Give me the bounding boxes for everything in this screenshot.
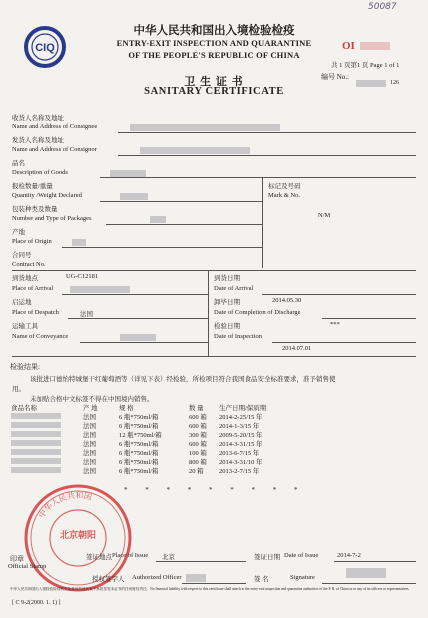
- cell-qty: 600 箱: [189, 422, 207, 430]
- officer-label-en: Authorized Officer: [132, 574, 182, 581]
- issue-date-value: 2014-7-2: [337, 552, 361, 559]
- goods-line: [100, 177, 416, 178]
- table-row: [8, 449, 302, 458]
- header-title-cn: 中华人民共和国出入境检验检疫: [133, 25, 295, 37]
- cell-spec: 12 瓶*750ml/箱: [119, 431, 162, 439]
- table-row: [8, 467, 302, 476]
- stamp-label-en: Official Stamp: [8, 563, 47, 570]
- cell-qty: 300 箱: [189, 431, 207, 439]
- conveyance-label-en: Name of Conveyance: [12, 333, 69, 340]
- cell-qty: 100 箱: [189, 449, 207, 457]
- results-label: 检验结果:: [10, 363, 40, 371]
- redacted-conveyance: [120, 334, 156, 341]
- divider-vertical-bottom: [208, 270, 209, 356]
- discharge-label-en: Date of Completion of Discharge: [214, 309, 301, 316]
- arrival-place-label-en: Place of Arrival: [12, 285, 54, 292]
- cell-qty: 600 箱: [189, 440, 207, 448]
- issue-date-label-en: Date of Issue: [284, 552, 319, 559]
- discharge-label-cn: 卸毕日期: [214, 299, 240, 306]
- redacted-arrival-place: [70, 286, 130, 293]
- cell-spec: 6 瓶*750ml/箱: [119, 413, 159, 421]
- officer-label-cn: 授权签字人: [92, 576, 125, 583]
- packages-label-en: Number and Type of Packages: [12, 215, 92, 222]
- cell-qty: 20 箱: [189, 467, 204, 475]
- arrival-place-label-cn: 到货地点: [12, 275, 38, 282]
- results-note: 未加贴合格中文标签不得在中国境内销售。: [30, 396, 154, 403]
- packages-label-cn: 包装种类及数量: [12, 206, 58, 213]
- divider-vertical-top: [262, 178, 263, 268]
- results-text-2: 用。: [12, 386, 25, 393]
- serial-value: 126: [390, 80, 399, 86]
- cell-origin: 法国: [83, 440, 96, 448]
- goods-label-cn: 品名: [12, 160, 25, 167]
- contract-label-en: Contract No.: [12, 261, 46, 268]
- table-row: [8, 422, 302, 431]
- column-header: 数 量: [189, 405, 204, 412]
- form-code: [ C 9-2(2000. 1. 1) ]: [12, 600, 61, 606]
- discharge-line: [322, 318, 416, 319]
- consignee-line: [118, 132, 416, 133]
- cell-origin: 法国: [83, 467, 96, 475]
- table-row: [8, 431, 302, 440]
- inspection-date-mark: ***: [330, 321, 340, 328]
- cell-date: 2013-2-7/15 年: [219, 467, 260, 475]
- arrival-date-label-cn: 到货日期: [214, 275, 240, 282]
- inspection-date-label-cn: 检验日期: [214, 323, 240, 330]
- goods-table-header: [8, 405, 302, 413]
- inspection-date-line: [272, 342, 416, 343]
- arrival-place-line: [62, 294, 208, 295]
- consignor-label-cn: 发货人名称及地址: [12, 137, 64, 144]
- column-header: 产 地: [83, 405, 98, 412]
- quantity-label-cn: 报检数量/重量: [12, 183, 53, 190]
- stamp-ring-text: 中华人民共和国: [37, 490, 93, 520]
- cell-origin: 法国: [83, 413, 96, 421]
- issue-place-value: 北京: [162, 554, 175, 561]
- cell-date: 2014-1-3/15 年: [219, 422, 260, 430]
- results-text-1: 该批进口德怡特城堡干红葡萄酒等（详见下表）经检验，所检项目符合我国食品安全标准要求，准予销售使: [30, 376, 336, 383]
- column-header: 规 格: [119, 405, 134, 412]
- signature-label-cn: 签 名: [254, 576, 269, 583]
- cell-date: 2014-3-31/15 年: [219, 440, 263, 448]
- quantity-line: [100, 201, 262, 202]
- redacted-consignee: [130, 124, 280, 131]
- certificate-title-cn: 卫 生 证 书: [184, 76, 244, 88]
- header-title-en-1: ENTRY-EXIT INSPECTION AND QUARANTINE: [116, 38, 312, 48]
- stamp-label-cn: 印章: [10, 555, 24, 563]
- redacted-stamp: [360, 42, 390, 50]
- arrival-date-line: [262, 294, 416, 295]
- cell-origin: 法国: [83, 458, 96, 466]
- despatch-label-cn: 启运地: [12, 299, 32, 306]
- consignee-label-en: Name and Address of Consignee: [12, 123, 98, 130]
- cell-qty: 800 箱: [189, 458, 207, 466]
- serial-label: 编号 No.:: [321, 73, 349, 81]
- marks-label-en: Mark & No.: [268, 192, 300, 199]
- redacted-quantity: [120, 193, 148, 200]
- header-title-en-2: OF THE PEOPLE'S REPUBLIC OF CHINA: [128, 50, 300, 60]
- redacted-product-name: [11, 431, 61, 437]
- issue-date-label-cn: 签证日期: [254, 554, 280, 561]
- goods-table: [8, 405, 302, 476]
- redacted-product-name: [11, 440, 61, 446]
- redacted-signature: [346, 568, 386, 578]
- redacted-product-name: [11, 449, 61, 455]
- column-header: 食品名称: [11, 405, 37, 412]
- column-header: 生产日期/保质期: [219, 405, 267, 412]
- cell-spec: 6 瓶*750ml/箱: [119, 449, 159, 457]
- consignee-label-cn: 收货人名称及地址: [12, 115, 64, 122]
- marks-label-cn: 标记及号码: [268, 183, 301, 190]
- table-row: [8, 458, 302, 467]
- conveyance-line: [80, 342, 208, 343]
- contract-label-cn: 合同号: [12, 252, 32, 259]
- goods-table-grid: [8, 405, 302, 476]
- cell-date: 2009-5-20/15 年: [219, 431, 263, 439]
- cell-date: 2014-3-31/10 年: [219, 458, 263, 466]
- discharge-value: 2014.05.30: [272, 297, 302, 304]
- arrival-place-value: UG-C12181: [66, 273, 99, 280]
- cell-date: 2013-6-7/15 年: [219, 449, 260, 457]
- inspection-date-label-en: Date of Inspection: [214, 333, 263, 340]
- cell-spec: 6 瓶*750ml/箱: [119, 467, 159, 475]
- despatch-value: 法国: [80, 311, 93, 318]
- issue-place-label-cn: 签证地点: [86, 554, 112, 561]
- table-row: [8, 440, 302, 449]
- redacted-officer: [186, 574, 206, 582]
- stamp-center-text: 北京朝阳: [59, 531, 97, 541]
- handwritten-number: 50087: [368, 2, 397, 12]
- contract-line: [12, 270, 416, 271]
- cell-spec: 6 瓶*750ml/箱: [119, 422, 159, 430]
- origin-label-cn: 产地: [12, 229, 25, 236]
- marks-value: N/M: [318, 212, 331, 219]
- redacted-consignor: [140, 147, 250, 154]
- redacted-product-name: [11, 467, 61, 473]
- table-row: [8, 413, 302, 422]
- goods-label-en: Description of Goods: [12, 169, 68, 176]
- logo-text: CIQ: [35, 42, 55, 54]
- origin-label-en: Place of Origin: [12, 238, 52, 245]
- cell-origin: 法国: [83, 449, 96, 457]
- certificate-title-en: SANITARY CERTIFICATE: [144, 86, 284, 97]
- redacted-product-name: [11, 422, 61, 428]
- consignor-label-en: Name and Address of Consignor: [12, 146, 97, 153]
- cell-spec: 6 瓶*750ml/箱: [119, 458, 159, 466]
- inspection-date-value: 2014.07.01: [282, 345, 312, 352]
- red-stamp-partial: OI: [342, 40, 355, 52]
- officer-line: [182, 583, 246, 584]
- redacted-goods: [110, 170, 146, 177]
- origin-line: [62, 247, 262, 248]
- arrival-date-label-en: Date of Arrival: [214, 285, 254, 292]
- packages-line: [106, 224, 262, 225]
- cell-date: 2014-2-25/15 年: [219, 413, 263, 421]
- quantity-label-en: Quantity /Weight Declared: [12, 192, 82, 199]
- issue-place-line: [156, 561, 246, 562]
- conveyance-label-cn: 运输工具: [12, 323, 38, 330]
- cell-origin: 法国: [83, 422, 96, 430]
- section-divider: [12, 356, 416, 357]
- redacted-origin: [72, 239, 86, 246]
- redacted-packages: [150, 216, 166, 223]
- end-stars: * * * * * * * * *: [124, 486, 306, 494]
- signature-label-en: Signature: [290, 574, 315, 581]
- despatch-label-en: Place of Despatch: [12, 309, 59, 316]
- cell-origin: 法国: [83, 431, 96, 439]
- consignor-line: [118, 155, 416, 156]
- cell-spec: 6 瓶*750ml/箱: [119, 440, 159, 448]
- redacted-product-name: [11, 413, 61, 419]
- despatch-line: [68, 318, 208, 319]
- disclaimer-text: 中华人民共和国出入境检验检疫机关及其官员或代表不承担签发本证书的任何财经责任。No financial liability with respect to this certificate shall attach to the entry-exit inspection and quarantine authorities of the P. R. of China or to any of its officers or representatives.: [10, 587, 410, 591]
- signature-line: [322, 583, 416, 584]
- cell-qty: 600 箱: [189, 413, 207, 421]
- issue-place-label-en: Place of Issue: [112, 552, 149, 559]
- issue-date-line: [334, 561, 416, 562]
- page-info: 共 1 页第1 页 Page 1 of 1: [331, 62, 400, 69]
- redacted-product-name: [11, 458, 61, 464]
